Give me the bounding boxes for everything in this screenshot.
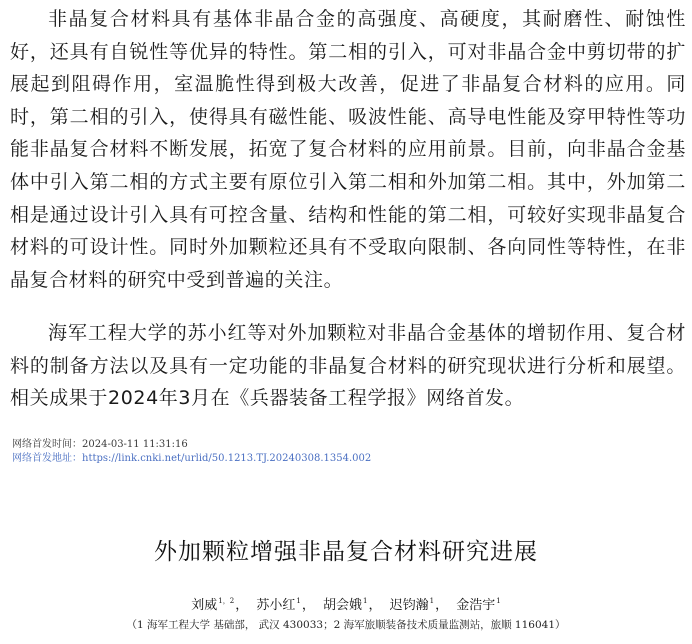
author-separator: ， xyxy=(368,598,382,613)
author-affiliation-mark: 1 xyxy=(296,597,301,605)
intro-paragraph-2: 海军工程大学的苏小红等对外加颗粒对非晶合金基体的增韧作用、复合材料的制备方法以及具有一定功能的非晶复合材料的研究现状进行分析和展望。相关成果于2024年3月在《兵器装备工程学报》网络首发。 xyxy=(10,322,686,410)
author-affiliation-mark: 1 xyxy=(496,597,501,605)
author-name: 迟钧瀚 xyxy=(389,598,429,613)
author-name: 胡会娥 xyxy=(322,598,362,613)
intro-paragraph-1: 非晶复合材料具有基体非晶合金的高强度、高硬度，其耐磨性、耐蚀性好，还具有自锐性等优异的特性。第二相的引入，可对非晶合金中剪切带的扩展起到阻碍作用，室温脆性得到极大改善，促进了非晶复合材料的应用。同时，第二相的引入，使得具有磁性能、吸波性能、高导电性能及穿甲特性等功能非晶复合材料不断发展，拓宽了复合材料的应用前景。目前，向非晶合金基体中引入第二相的方式主要有原位引入第二相和外加第二相。其中，外加第二相是通过设计引入具有可控含量、结构和性能的第二相，可较好实现非晶复合材料的可设计性。同时外加颗粒还具有不受取向限制、各向同性等特性，在非晶复合材料的研究中受到普遍的关注。 xyxy=(10,8,686,291)
author xyxy=(390,598,434,613)
author-name: 金浩宇 xyxy=(456,598,496,613)
author-name: 刘威 xyxy=(191,598,218,613)
author-separator: ， xyxy=(435,598,449,613)
online-publish-time xyxy=(12,438,188,451)
author xyxy=(191,598,234,613)
author-list xyxy=(0,592,692,615)
author xyxy=(323,598,367,613)
online-url-link[interactable]: https://link.cnki.net/urlid/50.1213.TJ.20240308.1354.002 xyxy=(82,453,372,464)
author xyxy=(256,598,300,613)
author-separator: ， xyxy=(235,598,249,613)
online-time-value: 2024-03-11 11:31:16 xyxy=(82,439,188,450)
author xyxy=(456,598,500,613)
author-affiliation-mark: 1 xyxy=(429,597,435,605)
author-name: 苏小红 xyxy=(256,598,296,613)
author-separator: ， xyxy=(301,598,315,613)
affiliation-line: （1 海军工程大学 基础部， 武汉 430033；2 海军旅顺装备技术质量监测站，旅顺 116041） xyxy=(126,619,566,631)
author-affiliation-mark: 1 xyxy=(363,597,368,605)
author-affiliation-mark: 1，2 xyxy=(218,597,235,605)
online-publish-address xyxy=(12,452,371,465)
article-title: 外加颗粒增强非晶复合材料研究进展 xyxy=(154,539,538,565)
online-url-label: 网络首发地址： xyxy=(12,453,82,464)
online-time-label: 网络首发时间： xyxy=(12,439,82,450)
